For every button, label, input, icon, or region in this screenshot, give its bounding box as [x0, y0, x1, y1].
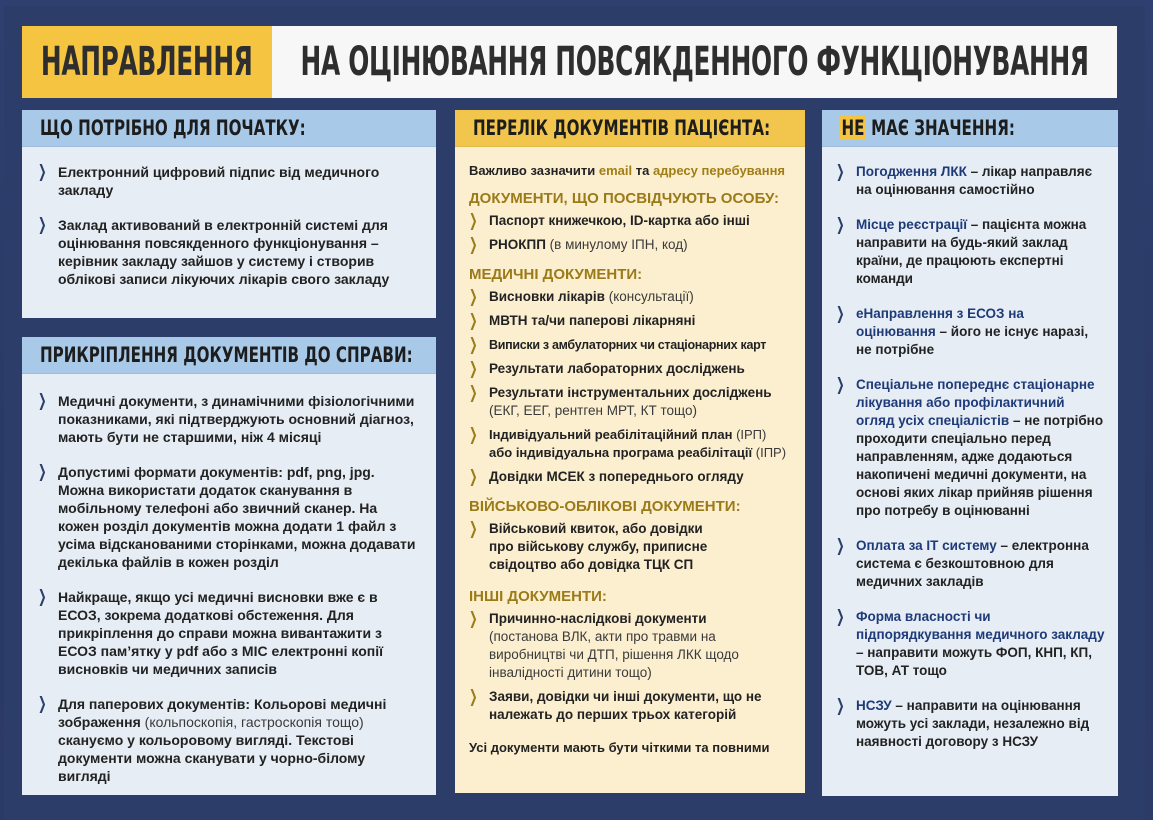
chevron-right-icon: ❯ [469, 235, 478, 255]
section-title-other: ІНШІ ДОКУМЕНТИ: [469, 588, 607, 605]
list-item: ❯ Заклад активований в електронній системі для оцінювання повсякденного функціонування – керівник закладу зайшов у систему і створив облікові записи лікуючих лікарів свого закладу [38, 215, 390, 287]
list-item: ❯ МВТН та/чи паперові лікарняні [469, 311, 696, 331]
list-item: ❯ РНОКПП (в минулому ІПН, код) [469, 235, 688, 255]
chevron-right-icon: ❯ [836, 536, 845, 556]
attach-card [22, 337, 436, 795]
chevron-right-icon: ❯ [469, 287, 478, 307]
chevron-right-icon: ❯ [38, 391, 47, 411]
chevron-right-icon: ❯ [469, 687, 478, 707]
irrelevant-card-heading: НЕ МАЄ ЗНАЧЕННЯ: [841, 116, 1015, 140]
list-item: ❯ Оплата за ІТ систему – електронна система є безкоштовною для медичних закладів [836, 536, 1089, 589]
list-item: ❯ Медичні документи, з динамічними фізіологічними показниками, які підтверджують основний діагноз, мають бути не старшими, ніж 4 місяці [38, 391, 415, 445]
chevron-right-icon: ❯ [469, 211, 478, 231]
chevron-right-icon: ❯ [38, 694, 47, 714]
start-card-header [22, 110, 436, 147]
section-title-identity: ДОКУМЕНТИ, ЩО ПОСВІДЧУЮТЬ ОСОБУ: [469, 190, 779, 207]
list-item: ❯ НСЗУ – направити на оцінювання можуть усі заклади, незалежно від наявності договору з НСЗУ [836, 696, 1090, 749]
chevron-right-icon: ❯ [469, 467, 478, 487]
chevron-right-icon: ❯ [469, 425, 478, 445]
chevron-right-icon: ❯ [836, 607, 845, 627]
list-item: ❯ Місце реєстрації – пацієнта можна направити на будь-який заклад країни, де працюють експертні команди [836, 215, 1087, 286]
start-card-heading: ЩО ПОТРІБНО ДЛЯ ПОЧАТКУ: [40, 116, 306, 140]
docs-card-header [455, 110, 805, 147]
chevron-right-icon: ❯ [836, 304, 845, 324]
important-note: Важливо зазначити email та адресу перебування [469, 163, 786, 178]
irrelevant-card [822, 110, 1118, 796]
list-item: ❯ Електронний цифровий підпис від медичного закладу [38, 162, 380, 198]
chevron-right-icon: ❯ [38, 215, 47, 235]
docs-card [455, 110, 805, 793]
chevron-right-icon: ❯ [38, 462, 47, 482]
list-item: ❯ Висновки лікарів (консультації) [469, 287, 694, 307]
title-highlight: НАПРАВЛЕННЯ [41, 39, 253, 85]
list-item: ❯ Військовий квиток, або довідки про військову службу, приписне свідоцтво або довідка ТЦК СП [469, 519, 708, 572]
poster-title [22, 26, 1117, 98]
chevron-right-icon: ❯ [469, 519, 478, 539]
footer-note: Усі документи мають бути чіткими та повними [469, 740, 770, 755]
list-item: ❯ Причинно-наслідкові документи (постанова ВЛК, акти про травми на виробництві чи ДТП, рішення ЛКК щодо інвалідності дитини тощо) [469, 609, 739, 680]
list-item: ❯ Паспорт книжечкою, ID-картка або інші [469, 211, 750, 231]
chevron-right-icon: ❯ [469, 335, 478, 355]
list-item: ❯ Заяви, довідки чи інші документи, що не належать до перших трьох категорій [469, 687, 762, 722]
chevron-right-icon: ❯ [38, 587, 47, 607]
list-item: ❯ еНаправлення з ЕСОЗ на оцінювання – його не існує наразі, не потрібне [836, 304, 1089, 357]
list-item: ❯ Погодження ЛКК – лікар направляє на оцінювання самостійно [836, 162, 1093, 197]
section-title-medical: МЕДИЧНІ ДОКУМЕНТИ: [469, 266, 643, 283]
chevron-right-icon: ❯ [469, 383, 478, 403]
attach-card-header [22, 337, 436, 374]
docs-card-heading: ПЕРЕЛІК ДОКУМЕНТІВ ПАЦІЄНТА: [473, 116, 771, 140]
title-rest-box [272, 26, 1117, 98]
chevron-right-icon: ❯ [469, 311, 478, 331]
title-highlight-box [22, 26, 272, 98]
list-item: ❯ Довідки МСЕК з попереднього огляду [469, 467, 744, 487]
list-item: ❯ Спеціальне попереднє стаціонарне лікування або профілактичний огляд усіх спеціалістів – не потрібно проходити спеціально перед направленням, адже додаються накопичені медичні документи, на основі яких лікар прийняв рішення про потребу в оцінюванні [836, 375, 1104, 518]
list-item: ❯ Індивідуальний реабілітаційний план (ІРП) або індивідуальна програма реабілітації (ІПР) [469, 425, 787, 460]
chevron-right-icon: ❯ [836, 696, 845, 716]
list-item: ❯ Для паперових документів: Кольорові медичні зображення (кольпоскопія, гастроскопія тощо) скануємо у кольоровому вигляді. Текстові документи можна сканувати у чорно-білому вигляді [38, 694, 387, 784]
chevron-right-icon: ❯ [836, 162, 845, 182]
title-rest: НА ОЦІНЮВАННЯ ПОВСЯКДЕННОГО ФУНКЦІОНУВАННЯ [300, 39, 1089, 85]
list-item: ❯ Результати лабораторних досліджень [469, 359, 745, 379]
section-title-military: ВІЙСЬКОВО-ОБЛІКОВІ ДОКУМЕНТИ: [469, 498, 741, 515]
chevron-right-icon: ❯ [469, 359, 478, 379]
list-item: ❯ Виписки з амбулаторних чи стаціонарних карт [469, 335, 767, 355]
list-item: ❯ Форма власності чи підпорядкування медичного закладу – направити можуть ФОП, КНП, КП, ТОВ, АТ тощо [836, 607, 1105, 678]
attach-card-heading: ПРИКРІПЛЕННЯ ДОКУМЕНТІВ ДО СПРАВИ: [40, 343, 413, 367]
list-item: ❯ Найкраще, якщо усі медичні висновки вже є в ЕСОЗ, зокрема додаткові обстеження. Для прикріплення до справи можна вивантажити з ЕСОЗ пам’ятку у pdf або з МІС електронні копії висновків чи медичних записів [38, 587, 384, 677]
ne-highlight: НЕ [841, 116, 865, 140]
start-card [22, 110, 436, 318]
chevron-right-icon: ❯ [38, 162, 47, 182]
list-item: ❯ Результати інструментальних досліджень (ЕКГ, ЕЕГ, рентген МРТ, КТ тощо) [469, 383, 772, 418]
chevron-right-icon: ❯ [836, 375, 845, 395]
chevron-right-icon: ❯ [469, 609, 478, 629]
chevron-right-icon: ❯ [836, 215, 845, 235]
list-item: ❯ Допустимі формати документів: pdf, png, jpg. Можна використати додаток сканування в мобільному телефоні або звичний сканер. На кожен розділ документів можна додати 1 файл з усіма відсканованими сторінками, можна додавати декілька файлів в кожен розділ [38, 462, 416, 570]
irrelevant-card-header [822, 110, 1118, 147]
